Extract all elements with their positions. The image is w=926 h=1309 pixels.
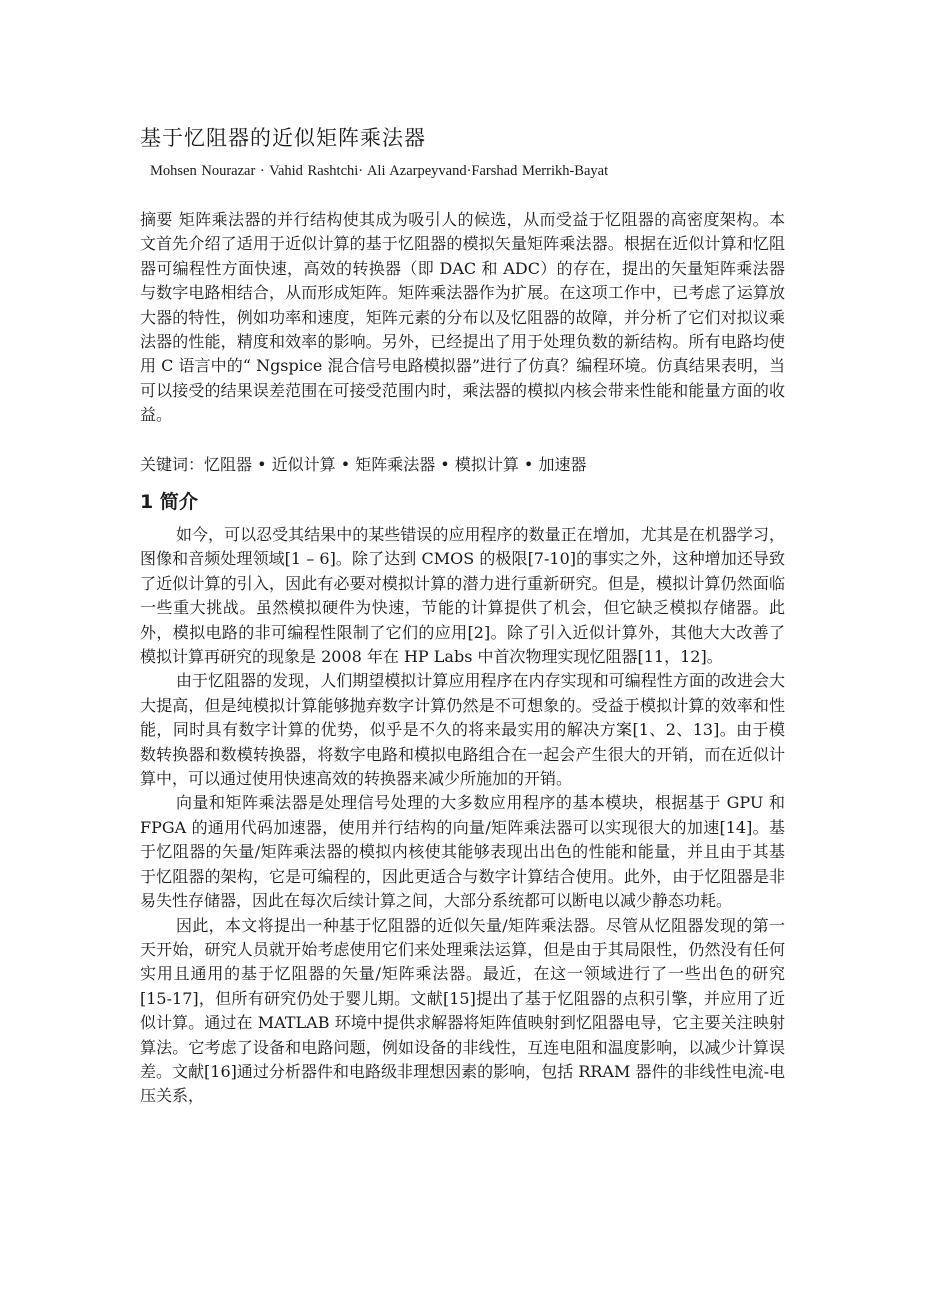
author-list: Mohsen Nourazar · Vahid Rashtchi· Ali Azarpeyvand·Farshad Merrikh-Bayat [150,163,609,179]
paragraph: 如今，可以忍受其结果中的某些错误的应用程序的数量正在增加，尤其是在机器学习，图像和音频处理领域[1 – 6]。除了达到 CMOS 的极限[7-10]的事实之外，这种增加还导致了近似计算的引入，因此有必要对模拟计算的潜力进行重新研究。但是，模拟计算仍然面临一些重大挑战。虽然模拟硬件为快速，节能的计算提供了机会，但它缺乏模拟存储器。此外，模拟电路的非可编程性限制了它们的应用[2]。除了引入近似计算外，其他大大改善了模拟计算再研究的现象是 2008 年在 HP Labs 中首次物理实现忆阻器[11，12]。 [140,525,785,667]
paper-title: 基于忆阻器的近似矩阵乘法器 [140,126,426,150]
introduction-body [140,523,785,1109]
paragraph: 由于忆阻器的发现，人们期望模拟计算应用程序在内存实现和可编程性方面的改进会大大提高，但是纯模拟计算能够抛弃数字计算仍然是不可想象的。受益于模拟计算的效率和性能，同时具有数字计算的优势，似乎是不久的将来最实用的解决方案[1、2、13]。由于模数转换器和数模转换器，将数字电路和模拟电路组合在一起会产生很大的开销，而在近似计算中，可以通过使用快速高效的转换器来减少所施加的开销。 [140,671,785,789]
section-heading: 1 简介 [140,491,198,513]
abstract-text: 矩阵乘法器的并行结构使其成为吸引人的候选，从而受益于忆阻器的高密度架构。本文首先介绍了适用于近似计算的基于忆阻器的模拟矢量矩阵乘法器。根据在近似计算和忆阻器可编程性方面快速，高效的转换器（即 DAC 和 ADC）的存在，提出的矢量矩阵乘法器与数字电路相结合，从而形成矩阵。矩阵乘法器作为扩展。在这项工作中，已考虑了运算放大器的特性，例如功率和速度，矩阵元素的分布以及忆阻器的故障，并分析了它们对拟议乘法器的性能，精度和效率的影响。另外，已经提出了用于处理负数的新结构。所有电路均使用 C 语言中的“ Ngspice 混合信号电路模拟器”进行了仿真？编程环境。仿真结果表明，当可以接受的结果误差范围在可接受范围内时，乘法器的模拟内核会带来性能和能量方面的收益。 [140,210,785,425]
keywords: 关键词：忆阻器 • 近似计算 • 矩阵乘法器 • 模拟计算 • 加速器 [140,455,587,474]
paragraph: 因此，本文将提出一种基于忆阻器的近似矢量/矩阵乘法器。尽管从忆阻器发现的第一天开始，研究人员就开始考虑使用它们来处理乘法运算，但是由于其局限性，仍然没有任何实用且通用的基于忆阻器的矢量/矩阵乘法器。最近，在这一领域进行了一些出色的研究[15-17]，但所有研究仍处于婴儿期。文献[15]提出了基于忆阻器的点积引擎，并应用了近似计算。通过在 MATLAB 环境中提供求解器将矩阵值映射到忆阻器电导，它主要关注映射算法。它考虑了设备和电路问题，例如设备的非线性，互连电阻和温度影响，以减少计算误差。文献[16]通过分析器件和电路级非理想因素的影响，包括 RRAM 器件的非线性电流-电压关系， [140,915,785,1106]
abstract-label: 摘要 [140,210,173,229]
paragraph: 向量和矩阵乘法器是处理信号处理的大多数应用程序的基本模块，根据基于 GPU 和 FPGA 的通用代码加速器，使用并行结构的向量/矩阵乘法器可以实现很大的加速[14]。基于忆阻器的矢量/矩阵乘法器的模拟内核使其能够表现出出色的性能和能量，并且由于其基于忆阻器的架构，它是可编程的，因此更适合与数字计算结合使用。此外，由于忆阻器是非易失性存储器，因此在每次后续计算之间，大部分系统都可以断电以减少静态功耗。 [140,793,785,911]
abstract [140,208,785,428]
